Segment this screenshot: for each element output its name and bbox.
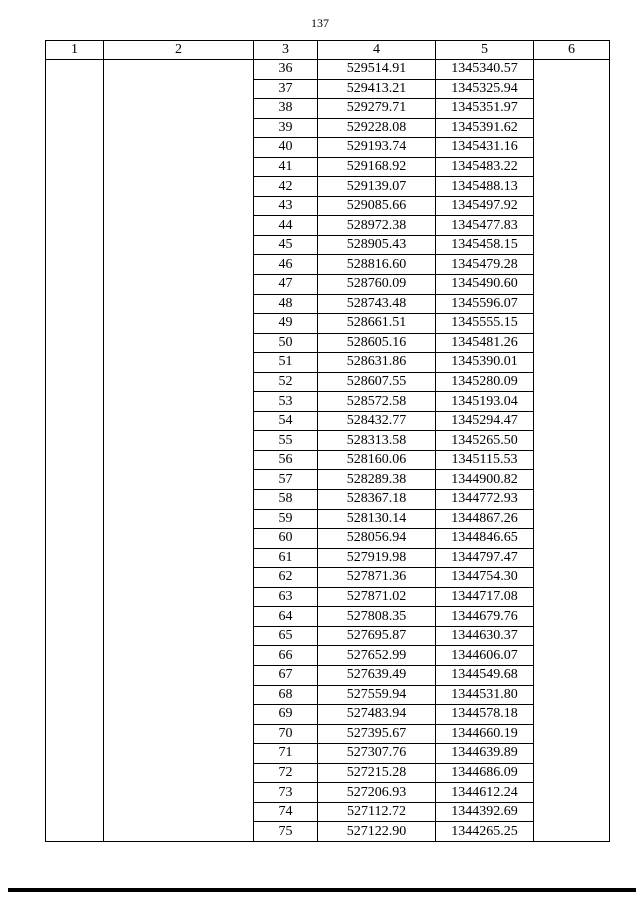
y-coordinate-cell: 1345458.15 bbox=[436, 235, 534, 255]
x-coordinate-cell: 528367.18 bbox=[318, 490, 436, 510]
point-number-cell: 73 bbox=[254, 783, 318, 803]
point-number-cell: 48 bbox=[254, 294, 318, 314]
y-coordinate-cell: 1344578.18 bbox=[436, 705, 534, 725]
point-number-cell: 68 bbox=[254, 685, 318, 705]
table-row bbox=[46, 60, 610, 80]
point-number-cell: 53 bbox=[254, 392, 318, 412]
point-number-cell: 45 bbox=[254, 235, 318, 255]
col6-cell bbox=[534, 60, 610, 842]
column-header-6: 6 bbox=[534, 41, 610, 60]
x-coordinate-cell: 529085.66 bbox=[318, 196, 436, 216]
y-coordinate-cell: 1345294.47 bbox=[436, 411, 534, 431]
point-number-cell: 63 bbox=[254, 587, 318, 607]
x-coordinate-cell: 528605.16 bbox=[318, 333, 436, 353]
y-coordinate-cell: 1345497.92 bbox=[436, 196, 534, 216]
x-coordinate-cell: 528905.43 bbox=[318, 235, 436, 255]
point-number-cell: 52 bbox=[254, 372, 318, 392]
point-number-cell: 66 bbox=[254, 646, 318, 666]
point-number-cell: 61 bbox=[254, 548, 318, 568]
point-number-cell: 56 bbox=[254, 450, 318, 470]
column-header-5: 5 bbox=[436, 41, 534, 60]
y-coordinate-cell: 1344392.69 bbox=[436, 802, 534, 822]
y-coordinate-cell: 1344660.19 bbox=[436, 724, 534, 744]
x-coordinate-cell: 529193.74 bbox=[318, 138, 436, 158]
x-coordinate-cell: 527871.36 bbox=[318, 568, 436, 588]
y-coordinate-cell: 1344900.82 bbox=[436, 470, 534, 490]
y-coordinate-cell: 1344606.07 bbox=[436, 646, 534, 666]
x-coordinate-cell: 527639.49 bbox=[318, 665, 436, 685]
header-row bbox=[46, 41, 610, 60]
point-number-cell: 38 bbox=[254, 99, 318, 119]
y-coordinate-cell: 1344630.37 bbox=[436, 626, 534, 646]
point-number-cell: 74 bbox=[254, 802, 318, 822]
x-coordinate-cell: 527652.99 bbox=[318, 646, 436, 666]
point-number-cell: 47 bbox=[254, 275, 318, 295]
x-coordinate-cell: 529514.91 bbox=[318, 60, 436, 80]
col2-cell bbox=[104, 60, 254, 842]
point-number-cell: 50 bbox=[254, 333, 318, 353]
x-coordinate-cell: 527215.28 bbox=[318, 763, 436, 783]
y-coordinate-cell: 1344549.68 bbox=[436, 665, 534, 685]
y-coordinate-cell: 1345490.60 bbox=[436, 275, 534, 295]
y-coordinate-cell: 1344717.08 bbox=[436, 587, 534, 607]
x-coordinate-cell: 528607.55 bbox=[318, 372, 436, 392]
column-header-2: 2 bbox=[104, 41, 254, 60]
table-body bbox=[46, 60, 610, 842]
x-coordinate-cell: 528313.58 bbox=[318, 431, 436, 451]
x-coordinate-cell: 527871.02 bbox=[318, 587, 436, 607]
x-coordinate-cell: 527206.93 bbox=[318, 783, 436, 803]
point-number-cell: 39 bbox=[254, 118, 318, 138]
point-number-cell: 72 bbox=[254, 763, 318, 783]
point-number-cell: 40 bbox=[254, 138, 318, 158]
y-coordinate-cell: 1345351.97 bbox=[436, 99, 534, 119]
y-coordinate-cell: 1344797.47 bbox=[436, 548, 534, 568]
x-coordinate-cell: 527695.87 bbox=[318, 626, 436, 646]
point-number-cell: 49 bbox=[254, 314, 318, 334]
y-coordinate-cell: 1345325.94 bbox=[436, 79, 534, 99]
x-coordinate-cell: 528972.38 bbox=[318, 216, 436, 236]
y-coordinate-cell: 1344686.09 bbox=[436, 763, 534, 783]
point-number-cell: 36 bbox=[254, 60, 318, 80]
x-coordinate-cell: 527112.72 bbox=[318, 802, 436, 822]
x-coordinate-cell: 529168.92 bbox=[318, 157, 436, 177]
y-coordinate-cell: 1345555.15 bbox=[436, 314, 534, 334]
y-coordinate-cell: 1344639.89 bbox=[436, 744, 534, 764]
point-number-cell: 42 bbox=[254, 177, 318, 197]
y-coordinate-cell: 1344867.26 bbox=[436, 509, 534, 529]
x-coordinate-cell: 527559.94 bbox=[318, 685, 436, 705]
y-coordinate-cell: 1345481.26 bbox=[436, 333, 534, 353]
x-coordinate-cell: 529139.07 bbox=[318, 177, 436, 197]
x-coordinate-cell: 528572.58 bbox=[318, 392, 436, 412]
col1-cell bbox=[46, 60, 104, 842]
y-coordinate-cell: 1345477.83 bbox=[436, 216, 534, 236]
point-number-cell: 69 bbox=[254, 705, 318, 725]
point-number-cell: 55 bbox=[254, 431, 318, 451]
point-number-cell: 46 bbox=[254, 255, 318, 275]
y-coordinate-cell: 1344846.65 bbox=[436, 529, 534, 549]
point-number-cell: 44 bbox=[254, 216, 318, 236]
point-number-cell: 75 bbox=[254, 822, 318, 842]
point-number-cell: 62 bbox=[254, 568, 318, 588]
y-coordinate-cell: 1345265.50 bbox=[436, 431, 534, 451]
point-number-cell: 51 bbox=[254, 353, 318, 373]
y-coordinate-cell: 1344679.76 bbox=[436, 607, 534, 627]
y-coordinate-cell: 1344772.93 bbox=[436, 490, 534, 510]
y-coordinate-cell: 1344265.25 bbox=[436, 822, 534, 842]
x-coordinate-cell: 529228.08 bbox=[318, 118, 436, 138]
x-coordinate-cell: 528661.51 bbox=[318, 314, 436, 334]
point-number-cell: 43 bbox=[254, 196, 318, 216]
point-number-cell: 71 bbox=[254, 744, 318, 764]
x-coordinate-cell: 527919.98 bbox=[318, 548, 436, 568]
y-coordinate-cell: 1345391.62 bbox=[436, 118, 534, 138]
x-coordinate-cell: 528289.38 bbox=[318, 470, 436, 490]
x-coordinate-cell: 528743.48 bbox=[318, 294, 436, 314]
column-header-4: 4 bbox=[318, 41, 436, 60]
y-coordinate-cell: 1345280.09 bbox=[436, 372, 534, 392]
point-number-cell: 41 bbox=[254, 157, 318, 177]
point-number-cell: 59 bbox=[254, 509, 318, 529]
bottom-rule bbox=[8, 888, 636, 892]
y-coordinate-cell: 1345431.16 bbox=[436, 138, 534, 158]
point-number-cell: 57 bbox=[254, 470, 318, 490]
y-coordinate-cell: 1345483.22 bbox=[436, 157, 534, 177]
x-coordinate-cell: 527483.94 bbox=[318, 705, 436, 725]
x-coordinate-cell: 527307.76 bbox=[318, 744, 436, 764]
x-coordinate-cell: 528130.14 bbox=[318, 509, 436, 529]
y-coordinate-cell: 1345596.07 bbox=[436, 294, 534, 314]
y-coordinate-cell: 1345479.28 bbox=[436, 255, 534, 275]
x-coordinate-cell: 528631.86 bbox=[318, 353, 436, 373]
x-coordinate-cell: 529413.21 bbox=[318, 79, 436, 99]
x-coordinate-cell: 528760.09 bbox=[318, 275, 436, 295]
point-number-cell: 60 bbox=[254, 529, 318, 549]
x-coordinate-cell: 527395.67 bbox=[318, 724, 436, 744]
x-coordinate-cell: 528432.77 bbox=[318, 411, 436, 431]
x-coordinate-cell: 528160.06 bbox=[318, 450, 436, 470]
point-number-cell: 58 bbox=[254, 490, 318, 510]
y-coordinate-cell: 1345390.01 bbox=[436, 353, 534, 373]
y-coordinate-cell: 1345115.53 bbox=[436, 450, 534, 470]
coordinates-table bbox=[45, 40, 610, 842]
point-number-cell: 70 bbox=[254, 724, 318, 744]
point-number-cell: 65 bbox=[254, 626, 318, 646]
x-coordinate-cell: 527122.90 bbox=[318, 822, 436, 842]
y-coordinate-cell: 1344612.24 bbox=[436, 783, 534, 803]
point-number-cell: 64 bbox=[254, 607, 318, 627]
y-coordinate-cell: 1345340.57 bbox=[436, 60, 534, 80]
x-coordinate-cell: 529279.71 bbox=[318, 99, 436, 119]
point-number-cell: 37 bbox=[254, 79, 318, 99]
y-coordinate-cell: 1345488.13 bbox=[436, 177, 534, 197]
point-number-cell: 54 bbox=[254, 411, 318, 431]
x-coordinate-cell: 528816.60 bbox=[318, 255, 436, 275]
y-coordinate-cell: 1345193.04 bbox=[436, 392, 534, 412]
x-coordinate-cell: 528056.94 bbox=[318, 529, 436, 549]
column-header-1: 1 bbox=[46, 41, 104, 60]
x-coordinate-cell: 527808.35 bbox=[318, 607, 436, 627]
y-coordinate-cell: 1344754.30 bbox=[436, 568, 534, 588]
column-header-3: 3 bbox=[254, 41, 318, 60]
page-number: 137 bbox=[311, 16, 329, 30]
point-number-cell: 67 bbox=[254, 665, 318, 685]
y-coordinate-cell: 1344531.80 bbox=[436, 685, 534, 705]
